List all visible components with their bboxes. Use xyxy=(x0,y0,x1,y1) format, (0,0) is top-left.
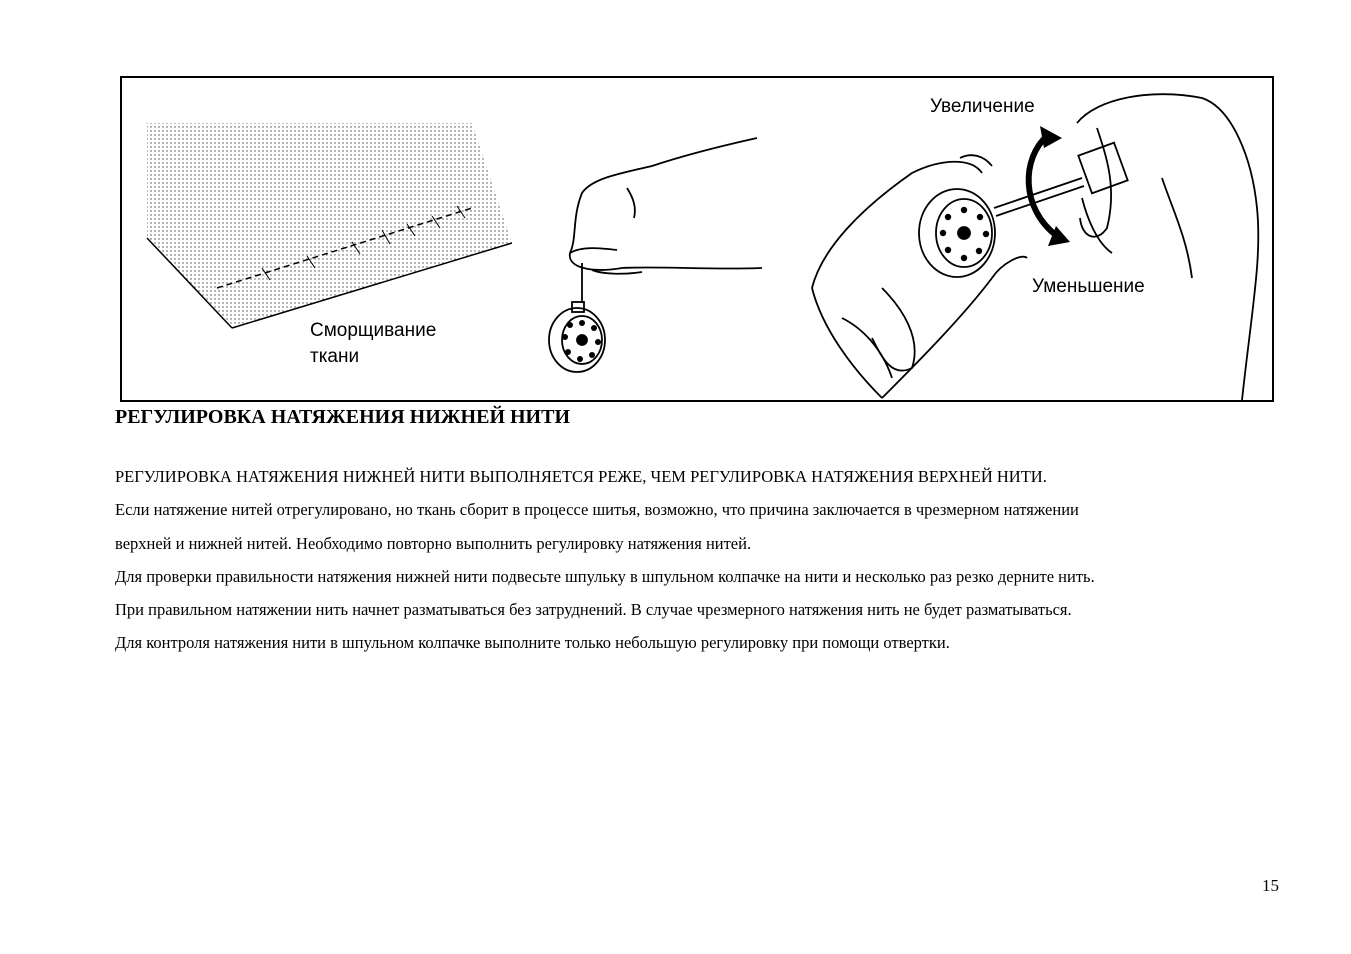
hand-hanging-bobbin-drawing xyxy=(549,138,762,372)
bobbin-tension-illustration xyxy=(120,76,1274,402)
puckering-label-line2: ткани xyxy=(310,346,360,367)
decrease-label: Уменьшение xyxy=(1032,276,1145,297)
increase-label: Увеличение xyxy=(930,96,1035,117)
paragraph-line: Для проверки правильности натяжения нижней нити подвесьте шпульку в шпульном колпачке на нити и несколько раз резко дерните нить. xyxy=(115,567,1095,586)
section-title: РЕГУЛИРОВКА НАТЯЖЕНИЯ НИЖНЕЙ НИТИ xyxy=(115,406,571,428)
puckering-label: Сморщивание xyxy=(310,320,437,341)
paragraph-line: При правильном натяжении нить начнет разматываться без затруднений. В случае чрезмерного натяжения нить не будет разматываться. xyxy=(115,600,1072,619)
illustration-drawing xyxy=(122,78,1272,400)
paragraph-line: Если натяжение нитей отрегулировано, но ткань сборит в процессе шитья, возможно, что причина заключается в чрезмерном натяжении xyxy=(115,500,1079,519)
page-number: 15 xyxy=(1262,876,1279,895)
screwdriver-adjust-drawing xyxy=(812,94,1258,400)
paragraph-line: верхней и нижней нитей. Необходимо повторно выполнить регулировку натяжения нитей. xyxy=(115,534,752,553)
puckered-fabric-drawing xyxy=(147,123,512,328)
paragraph-line: РЕГУЛИРОВКА НАТЯЖЕНИЯ НИЖНЕЙ НИТИ ВЫПОЛНЯЕТСЯ РЕЖЕ, ЧЕМ РЕГУЛИРОВКА НАТЯЖЕНИЯ ВЕРХНЕЙ НИТИ. xyxy=(115,467,1047,486)
rotation-arrow-icon xyxy=(1029,126,1070,246)
paragraph-line: Для контроля натяжения нити в шпульном колпачке выполните только небольшую регулировку при помощи отвертки. xyxy=(115,633,950,652)
